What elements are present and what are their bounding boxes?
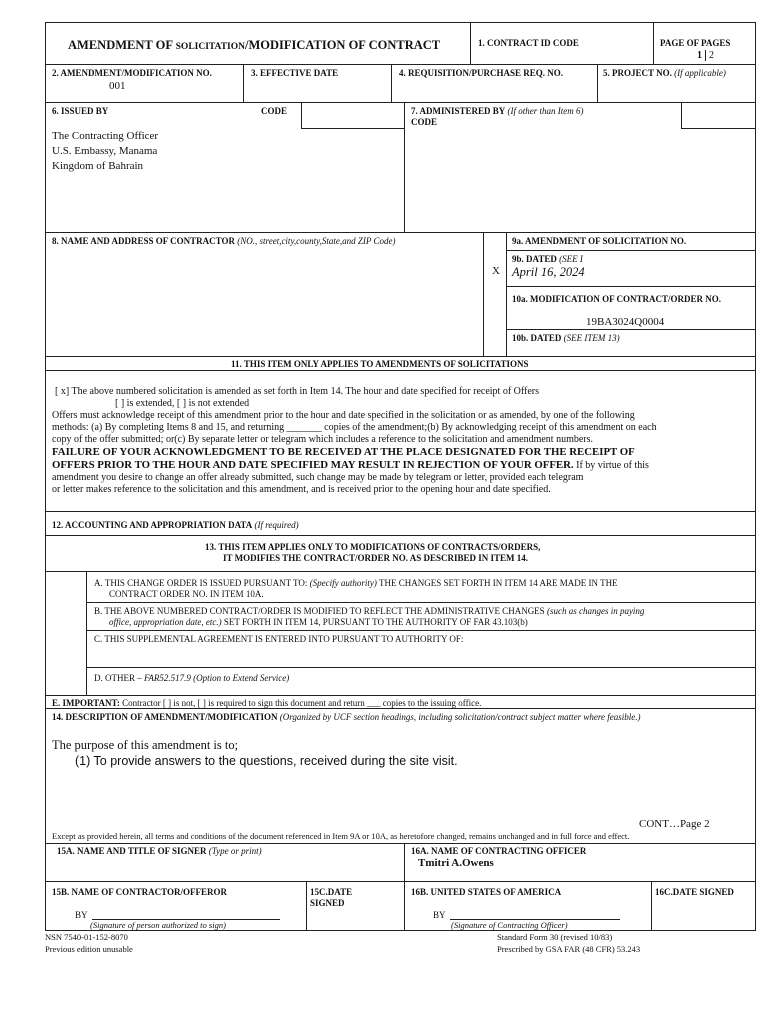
- dated-note: (SEE I: [559, 254, 583, 264]
- item13-a-line-1: [94, 578, 618, 588]
- mod-dated-note: (SEE ITEM 13): [563, 333, 620, 343]
- signer-15c-label-1: 15C.DATE: [310, 887, 353, 897]
- item14-label: [52, 712, 641, 722]
- item13-b-text: B. THE ABOVE NUMBERED CONTRACT/ORDER IS MODIFIED TO REFLECT THE ADMINISTRATIVE CHANGES: [94, 606, 547, 616]
- item13-d: [94, 673, 289, 683]
- issued-by-label: 6. ISSUED BY: [52, 106, 109, 116]
- item13-b-note: (such as changes in paying: [546, 606, 645, 616]
- item11-line-4: methods: (a) By completing Items 8 and 15, and returning _______ copies of the amendment;(b) By acknowledging receipt of this amendment on each: [52, 422, 657, 433]
- important-line: [52, 698, 481, 708]
- divider: [45, 708, 756, 709]
- item12-label: [52, 520, 299, 530]
- item11-line-5: copy of the offer submitted; or(c) By separate letter or telegram which includes a reference to the solicitation and amendment numbers.: [52, 434, 594, 445]
- mod-dated-label: [512, 333, 620, 343]
- project-label: 5. PROJECT NO.: [603, 68, 672, 78]
- divider: [470, 22, 471, 64]
- divider: [45, 881, 756, 882]
- issued-code-label: CODE: [261, 106, 288, 116]
- by-label-officer: BY: [433, 910, 446, 920]
- administered-by-label: [411, 106, 584, 116]
- modification-label: 10a. MODIFICATION OF CONTRACT/ORDER NO.: [512, 294, 722, 304]
- admin-note: (If other than Item 6): [507, 106, 584, 116]
- contract-id-label: 1. CONTRACT ID CODE: [478, 38, 579, 48]
- signer-15a-label: [57, 846, 262, 856]
- divider: [681, 128, 756, 129]
- item11-line-1: [ x] The above numbered solicitation is amended as set forth in Item 14. The hour and date specified for receipt of Offers: [55, 386, 540, 397]
- divider: [651, 881, 652, 930]
- item11-heading: 11. THIS ITEM ONLY APPLIES TO AMENDMENTS OF SOLICITATIONS: [231, 359, 529, 369]
- footer-prescribed: Prescribed by GSA FAR (48 CFR) 53.243: [497, 944, 641, 954]
- item11-warning-2: OFFERS PRIOR TO THE HOUR AND DATE SPECIFIED MAY RESULT IN REJECTION OF YOUR OFFER.: [52, 459, 574, 471]
- signer-16a-label: 16A. NAME OF CONTRACTING OFFICER: [411, 846, 587, 856]
- divider: [86, 667, 756, 668]
- item11-line-2: [ ] is extended, [ ] is not extended: [115, 398, 250, 409]
- divider: [681, 102, 682, 128]
- dated-label-text: 9b. DATED: [512, 254, 557, 264]
- project-note: (If applicable): [674, 68, 726, 78]
- divider: [45, 102, 756, 103]
- item13-d-text: D. OTHER –: [94, 673, 144, 683]
- officer-signature-caption: (Signature of Contracting Officer): [451, 920, 568, 930]
- s15a-text: 15A. NAME AND TITLE OF SIGNER: [57, 846, 207, 856]
- frame-left: [45, 22, 46, 931]
- title-part-1: AMENDMENT OF: [68, 38, 176, 52]
- divider: [506, 250, 756, 251]
- item13-b-line-1: [94, 606, 644, 616]
- issuer-line-1: The Contracting Officer: [52, 130, 159, 142]
- item13-heading-1: 13. THIS ITEM APPLIES ONLY TO MODIFICATIONS OF CONTRACTS/ORDERS,: [205, 542, 541, 552]
- project-no-label: [603, 68, 726, 78]
- footer-nsn: NSN 7540-01-152-8070: [45, 932, 128, 942]
- except-note: Except as provided herein, all terms and conditions of the document referenced in Item 9A or 10A, as heretofore changed, remains unchanged and in full force and effect.: [52, 831, 630, 841]
- contractor-note: (NO., street,city,county,State,and ZIP Code): [237, 236, 396, 246]
- page-number: 1: [697, 50, 702, 61]
- item13-a-note: (Specify authority): [309, 578, 377, 588]
- requisition-label: 4. REQUISITION/PURCHASE REQ. NO.: [399, 68, 564, 78]
- item13-a-text: A. THIS CHANGE ORDER IS ISSUED PURSUANT TO:: [94, 578, 310, 588]
- divider: [653, 22, 654, 64]
- issuer-line-2: U.S. Embassy, Manama: [52, 145, 158, 157]
- item13-b-rest: SET FORTH IN ITEM 14, PURSUANT TO THE AUTHORITY OF FAR 43.103(b): [221, 617, 528, 627]
- footer-previous-edition: Previous edition unusable: [45, 944, 133, 954]
- item14-note: (Organized by UCF section headings, including solicitation/contract subject matter where feasible.): [279, 712, 641, 722]
- item13-a-rest: THE CHANGES SET FORTH IN ITEM 14 ARE MADE IN THE: [376, 578, 618, 588]
- item13-a-line-2: CONTRACT ORDER NO. IN ITEM 10A.: [109, 589, 264, 599]
- item11-line-7-rest: If by virtue of this: [573, 460, 649, 471]
- item13-heading-2: IT MODIFIES THE CONTRACT/ORDER NO. AS DESCRIBED IN ITEM 14.: [223, 553, 528, 563]
- divider: [506, 329, 756, 330]
- divider: [45, 571, 756, 572]
- amendment-no-value: 001: [109, 80, 126, 92]
- signer-15c-label-2: SIGNED: [310, 898, 345, 908]
- admin-label: 7. ADMINISTERED BY: [411, 106, 506, 116]
- item13-b-line-2: [109, 617, 528, 627]
- title-part-3: /MODIFICATION OF CONTRACT: [244, 38, 441, 52]
- divider: [243, 64, 244, 102]
- item11-line-8: amendment you desire to change an offer already submitted, such change may be made by telegram or letter, provided each telegram: [52, 472, 584, 483]
- contractor-signature-caption: (Signature of person authorized to sign): [90, 920, 226, 930]
- divider: [86, 571, 87, 695]
- divider: [45, 356, 756, 357]
- item12-note: (If required): [254, 520, 299, 530]
- footer-standard-form: Standard Form 30 (revised 10/83): [497, 932, 613, 942]
- divider: [45, 535, 756, 536]
- divider: [45, 370, 756, 371]
- divider: [597, 64, 598, 102]
- divider: [301, 102, 302, 128]
- total-pages: 2: [709, 50, 714, 61]
- dated-label: [512, 254, 583, 264]
- divider: [306, 881, 307, 930]
- divider: [404, 843, 405, 930]
- frame-right: [755, 22, 756, 931]
- signer-16b-label: 16B. UNITED STATES OF AMERICA: [411, 887, 562, 897]
- item11-line-7: [52, 459, 649, 472]
- item13-b-note-2: office, appropriation date, etc.): [109, 617, 222, 627]
- divider: [404, 102, 405, 232]
- item13-d-note: FAR52.517.9 (Option to Extend Service): [144, 673, 290, 683]
- by-label-contractor: BY: [75, 910, 88, 920]
- contracting-officer-name: Tmitri A.Owens: [418, 857, 494, 869]
- item11-line-9: or letter makes reference to the solicitation and this amendment, and is received prior to the opening hour and date specified.: [52, 484, 551, 495]
- divider: [391, 64, 392, 102]
- dated-value: April 16, 2024: [512, 265, 585, 279]
- s15a-note: (Type or print): [208, 846, 262, 856]
- sf30-form: [45, 22, 756, 930]
- item11-line-3: Offers must acknowledge receipt of this amendment prior to the hour and date specified in the solicitation or as amended, by one of the following: [52, 410, 635, 421]
- issuer-line-3: Kingdom of Bahrain: [52, 160, 144, 172]
- form-title: [68, 38, 440, 53]
- effective-date-label: 3. EFFECTIVE DATE: [251, 68, 339, 78]
- divider: [45, 232, 756, 233]
- item14-label-text: 14. DESCRIPTION OF AMENDMENT/MODIFICATION: [52, 712, 278, 722]
- divider: [506, 286, 756, 287]
- frame-top: [45, 22, 756, 23]
- item13-c: C. THIS SUPPLEMENTAL AGREEMENT IS ENTERED INTO PURSUANT TO AUTHORITY OF:: [94, 634, 464, 644]
- contractor-label: [52, 236, 396, 246]
- page-numbers: [697, 50, 714, 62]
- purpose-point-1: (1) To provide answers to the questions, received during the site visit.: [75, 754, 458, 768]
- continued-note: CONT…Page 2: [639, 818, 710, 830]
- x-mark: X: [492, 265, 500, 277]
- divider: [45, 511, 756, 512]
- important-text: Contractor [ ] is not, [ ] is required to sign this document and return ___ copies to the issuing office.: [119, 698, 482, 708]
- amendment-no-label: 2. AMENDMENT/MODIFICATION NO.: [52, 68, 212, 78]
- divider: [86, 602, 756, 603]
- divider: [86, 630, 756, 631]
- divider: [45, 695, 756, 696]
- amendment-solicitation-label: 9a. AMENDMENT OF SOLICITATION NO.: [512, 236, 687, 246]
- page-of-pages-label: PAGE OF PAGES: [660, 38, 731, 48]
- modification-value: 19BA3024Q0004: [586, 316, 665, 328]
- signer-16c-label: 16C.DATE SIGNED: [655, 887, 734, 897]
- divider: [45, 843, 756, 844]
- item11-warning-1: FAILURE OF YOUR ACKNOWLEDGMENT TO BE RECEIVED AT THE PLACE DESIGNATED FOR THE RECEIPT OF: [52, 446, 635, 458]
- important-label: E. IMPORTANT:: [52, 698, 120, 708]
- divider: [483, 232, 484, 356]
- mod-dated-label-text: 10b. DATED: [512, 333, 562, 343]
- divider: [301, 128, 404, 129]
- item12-label-text: 12. ACCOUNTING AND APPROPRIATION DATA: [52, 520, 253, 530]
- signer-15b-label: 15B. NAME OF CONTRACTOR/OFFEROR: [52, 887, 228, 897]
- divider: [45, 64, 756, 65]
- contractor-label-text: 8. NAME AND ADDRESS OF CONTRACTOR: [52, 236, 236, 246]
- title-part-2: SOLICITATION: [175, 42, 245, 52]
- purpose-text: The purpose of this amendment is to;: [52, 738, 239, 752]
- admin-code-label: CODE: [411, 117, 438, 127]
